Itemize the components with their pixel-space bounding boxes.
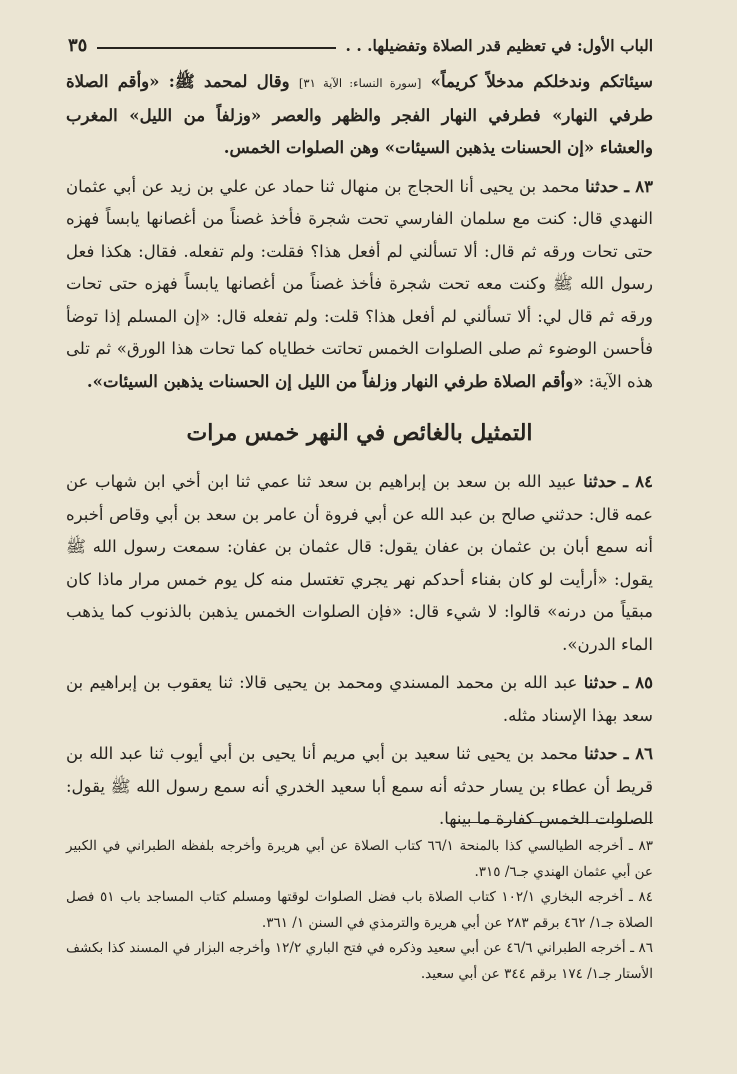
- intro-paragraph: [66, 66, 653, 165]
- hadith-83: [66, 171, 653, 399]
- hadith-number: ٨٦ ـ: [623, 744, 653, 763]
- hadith-label: حدثنا: [583, 472, 617, 491]
- hadith-number: ٨٤ ـ: [623, 472, 653, 491]
- hadith-84: [66, 466, 653, 661]
- intro-text: وقال لمحمد ﷺ: «وأقم الصلاة طرفي النهار» فطرفي النهار الفجر والظهر والعصر «وزلفاً من الليل» المغرب والعشاء «إن الحسنات يذهبن السيئات» وهن الصلوات الخمس.: [66, 72, 653, 157]
- page-number: ٣٥: [68, 34, 88, 56]
- hadith-label: حدثنا: [584, 744, 618, 763]
- hadith-quran-verse: «وأقم الصلاة طرفي النهار وزلفاً من الليل إن الحسنات يذهبن السيئات».: [86, 371, 584, 391]
- hadith-text: عبد الله بن محمد المسندي ومحمد بن يحيى قالا: ثنا يعقوب بن إبراهيم بن سعد بهذا الإسناد مثله.: [66, 673, 653, 725]
- page-header: [68, 31, 653, 59]
- hadith-text: عبيد الله بن سعد بن إبراهيم بن سعد ثنا عمي ثنا ابن أخي ابن شهاب عن عمه قال: حدثني صالح بن عبد الله عن أبي فروة أن عامر بن سعد بن أبي وقاص أخبره أنه سمع أبان بن عثمان بن عفان يقول: قال عثمان بن عفان: سمعت رسول الله ﷺ يقول: «أرأيت لو كان بفناء أحدكم نهر يجري تغتسل منه كل يوم خمس مرار ماذا كان مبقياً من درنه» قالوا: لا شيء قال: «فإن الصلوات الخمس يذهبن بالذنوب كما يذهب الماء الدرن».: [66, 472, 653, 654]
- footnote-83: ٨٣ ـ أخرجه الطيالسي كذا بالمنحة ٦٦/١ كتاب الصلاة عن أبي هريرة وأخرجه بلفظه الطبراني في الكبير عن أبي عثمان الهندي جـ٦/ ٣١٥.: [66, 838, 653, 880]
- footnote-86: ٨٦ ـ أخرجه الطبراني ٤٦/٦ عن أبي سعيد وذكره في فتح الباري ١٢/٢ وأخرجه البزار في المسند كذا بكشف الأستار جـ١/ ١٧٤ برقم ٣٤٤ عن أبي سعيد.: [66, 940, 653, 982]
- hadith-number: ٨٥ ـ: [623, 673, 653, 692]
- main-text: [66, 66, 653, 836]
- hadith-85: [66, 667, 653, 732]
- chapter-title: الباب الأول: في تعظيم قدر الصلاة وتفضيلها. . .: [345, 35, 653, 55]
- hadith-86: [66, 738, 653, 836]
- hadith-label: حدثنا: [585, 176, 619, 196]
- surah-reference: [سورة النساء: الآية ٣١]: [298, 76, 422, 90]
- hadith-text: محمد بن يحيى ثنا سعيد بن أبي مريم أنا يحيى بن أبي أيوب ثنا عبد الله بن قريط أن عطاء بن يسار حدثه أنه سمع أبا سعيد الخدري أنه سمع رسول الله ﷺ يقول: الصلوات الخمس كفارة ما بينها.: [66, 744, 653, 828]
- footnotes: [66, 834, 653, 987]
- hadith-label: حدثنا: [583, 673, 618, 692]
- footnote-separator: [453, 822, 653, 823]
- section-title: التمثيل بالغائص في النهر خمس مرات: [186, 420, 533, 446]
- hadith-text: محمد بن يحيى أنا الحجاج بن منهال ثنا حماد عن علي بن زيد عن أبي عثمان النهدي قال: كنت مع سلمان الفارسي تحت شجرة فأخذ غصناً من أغصانها يابساً فهزه حتى تحات ورقه ثم قال: ألا تسألني لم أفعل هذا؟ فقلت: ولم تفعله. فقال: هكذا فعل رسول الله ﷺ وكنت معه تحت شجرة فأخذ غصناً من أغصانها يابساً فهزه حتى تحات ورقه ثم قال لي: ألا تسألني لم أفعل هذا؟ قلت: ولم تفعله قال: «إن المسلم إذا توضأ فأحسن الوضوء ثم صلى الصلوات الخمس تحاتت خطاياه كما تحات هذا الورق» ثم تلى هذه الآية:: [66, 176, 653, 391]
- hadith-number: ٨٣ ـ: [624, 176, 654, 196]
- intro-quran-end: سيئاتكم وندخلكم مدخلاً كريماً»: [430, 72, 653, 91]
- footnote-84: ٨٤ ـ أخرجه البخاري ١٠٢/١ كتاب الصلاة باب فضل الصلوات لوقتها ومسلم كتاب المساجد باب ٥١ فصل الصلاة جـ١/ ٤٦٢ برقم ٢٨٣ عن أبي هريرة والترمذي في السنن ١/ ٣٦١.: [66, 889, 653, 931]
- header-rule: [97, 47, 335, 49]
